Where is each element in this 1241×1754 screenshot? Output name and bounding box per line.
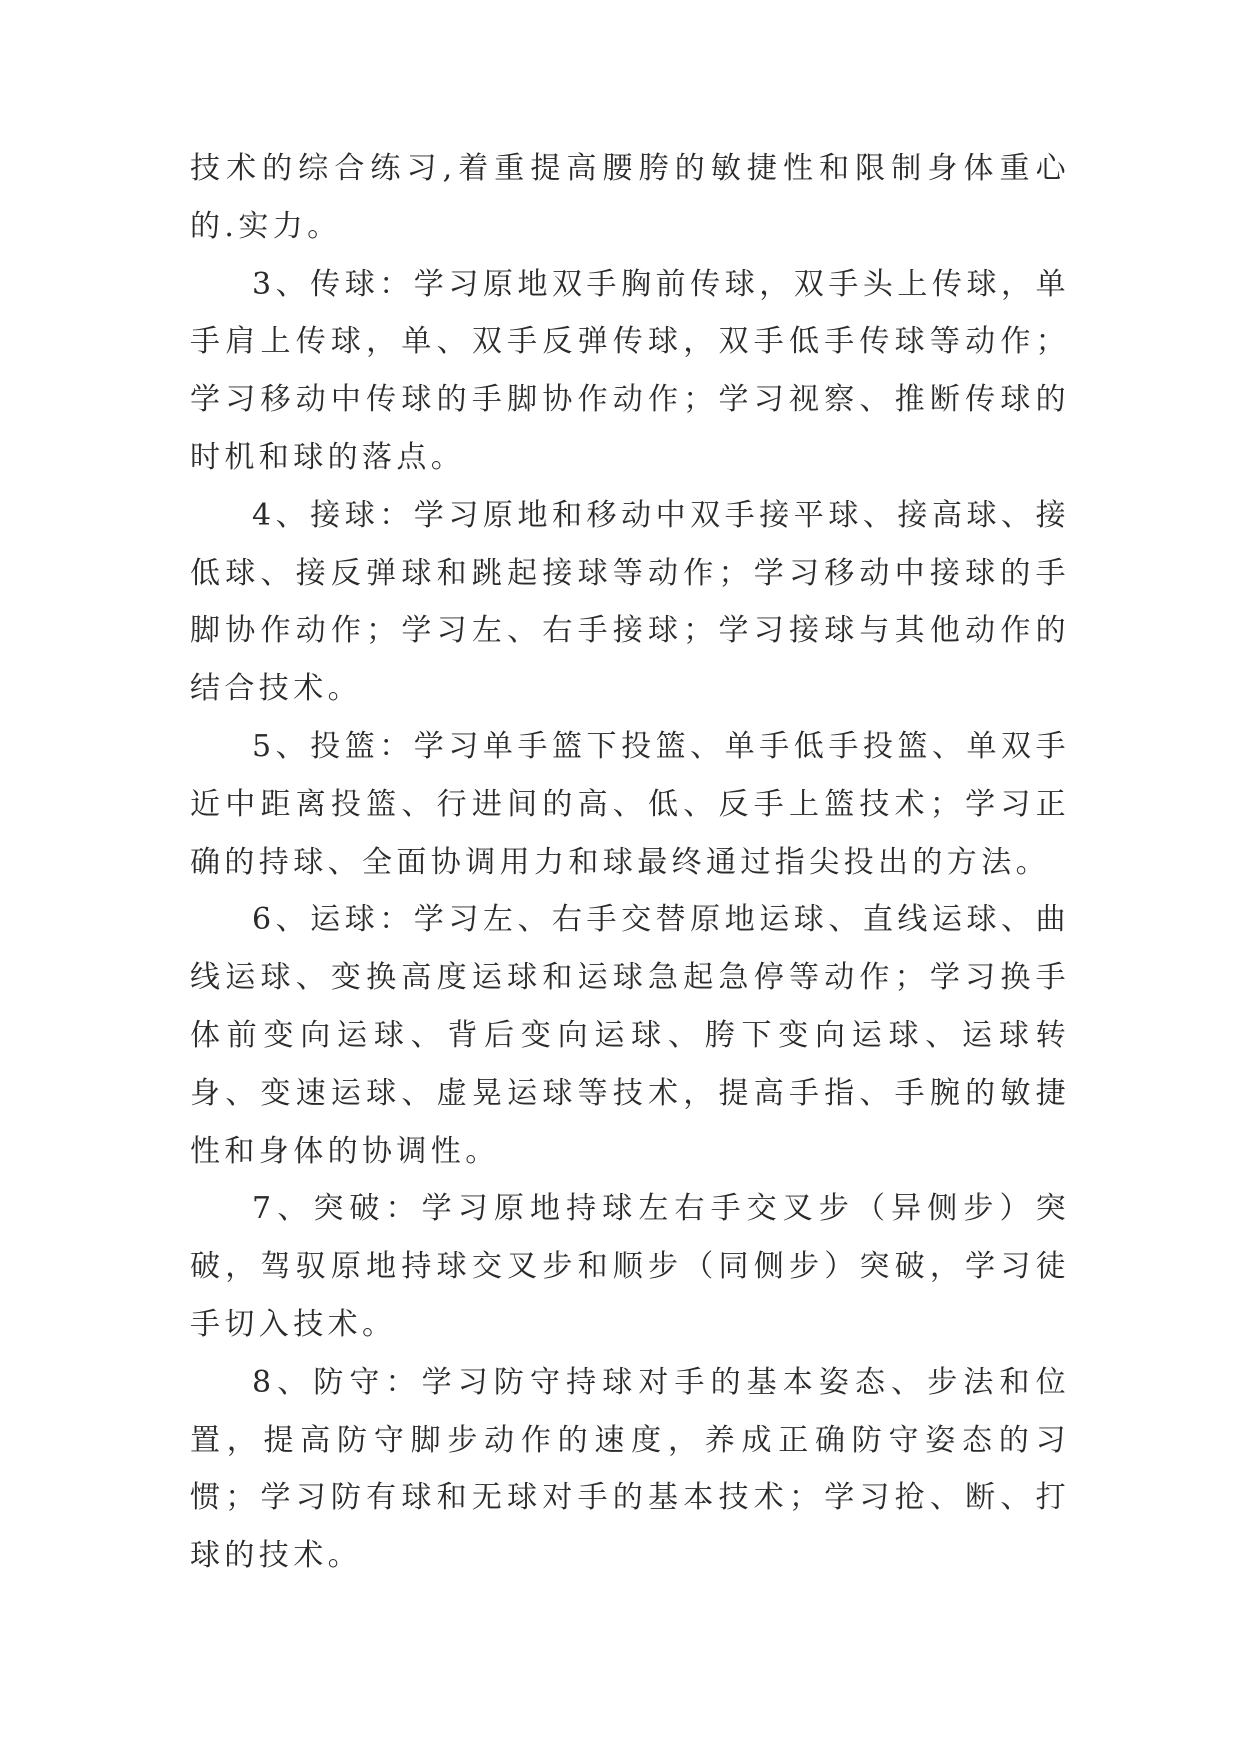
document-body	[190, 140, 1070, 1585]
paragraph-dribbling: 6、运球：学习左、右手交替原地运球、直线运球、曲线运球、变换高度运球和运球急起急停等动作；学习换手体前变向运球、背后变向运球、胯下变向运球、运球转身、变速运球、虚晃运球等技术，提高手指、手腕的敏捷性和身体的协调性。	[190, 902, 1070, 1169]
paragraph-defense: 8、防守：学习防守持球对手的基本姿态、步法和位置，提高防守脚步动作的速度，养成正确防守姿态的习惯；学习防有球和无球对手的基本技术；学习抢、断、打球的技术。	[190, 1364, 1070, 1574]
paragraph-shooting: 5、投篮：学习单手篮下投篮、单手低手投篮、单双手近中距离投篮、行进间的高、低、反手上篮技术；学习正确的持球、全面协调用力和球最终通过指尖投出的方法。	[190, 728, 1070, 880]
paragraph-catching: 4、接球：学习原地和移动中双手接平球、接高球、接低球、接反弹球和跳起接球等动作；学习移动中接球的手脚协作动作；学习左、右手接球；学习接球与其他动作的结合技术。	[190, 497, 1070, 707]
paragraph-breakthrough: 7、突破：学习原地持球左右手交叉步（异侧步）突破，驾驭原地持球交叉步和顺步（同侧步）突破，学习徒手切入技术。	[190, 1191, 1070, 1342]
paragraph-continuation: 技术的综合练习,着重提高腰胯的敏捷性和限制身体重心的.实力。	[190, 151, 1070, 244]
paragraph-passing: 3、传球：学习原地双手胸前传球，双手头上传球，单手肩上传球，单、双手反弹传球，双手低手传球等动作；学习移动中传球的手脚协作动作；学习视察、推断传球的时机和球的落点。	[190, 266, 1070, 475]
